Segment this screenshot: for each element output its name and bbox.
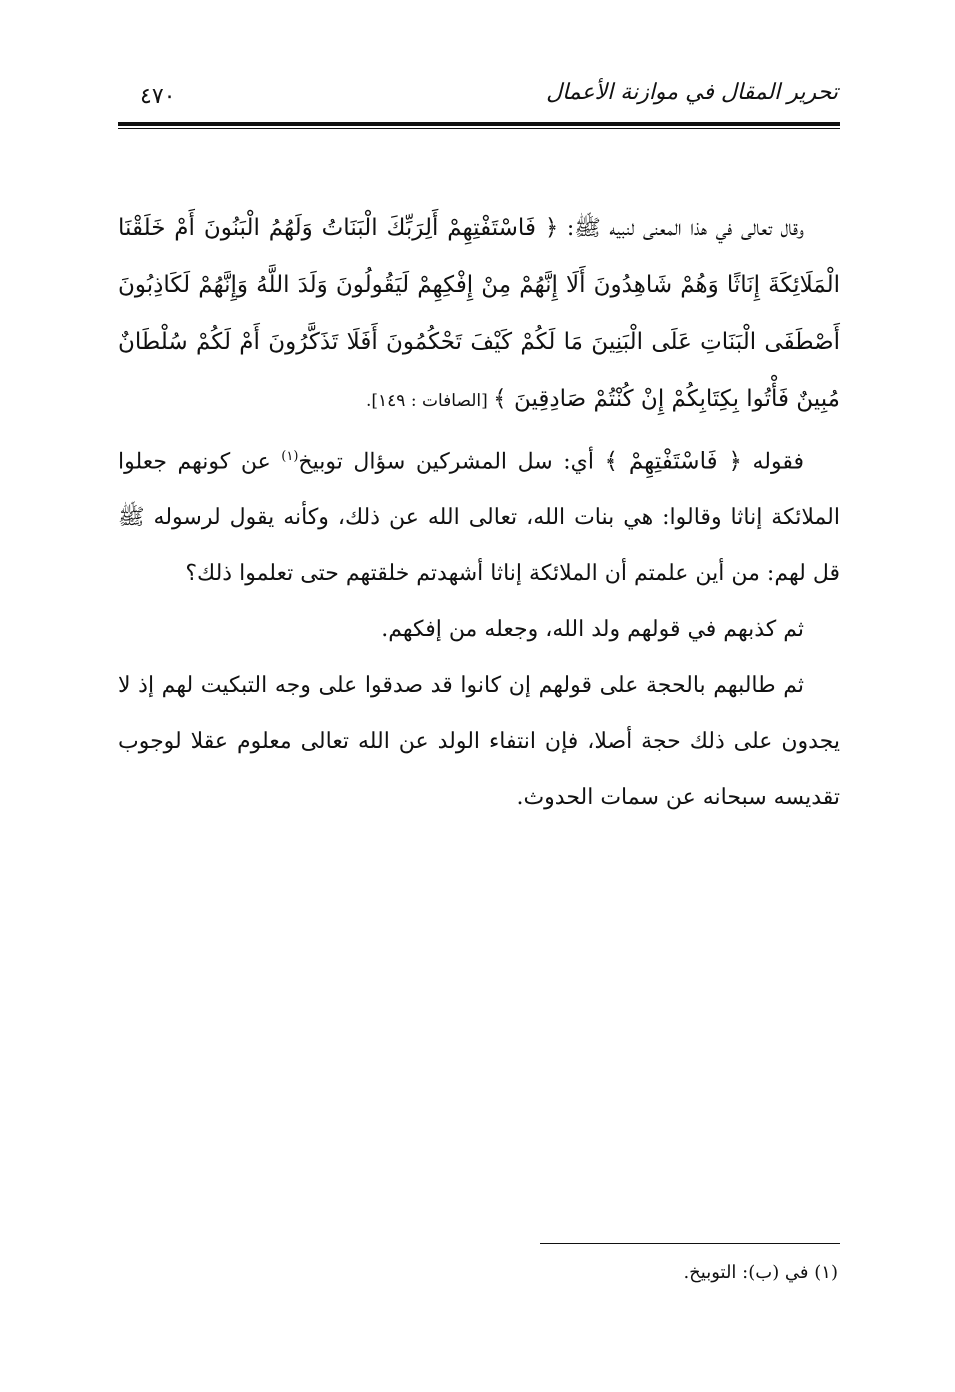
paragraph-explanation (118, 429, 840, 602)
quran-verse: ﴿ فَاسْتَفْتِهِمْ أَلِرَبِّكَ الْبَنَاتُ وَلَهُمُ الْبَنُونَ أَمْ خَلَقْنَا الْمَلَائِكَةَ إِنَاثًا وَهُمْ شَاهِدُونَ أَلَا إِنَّهُمْ مِنْ إِفْكِهِمْ لَيَقُولُونَ وَلَدَ اللَّهُ وَإِنَّهُمْ لَكَاذِبُونَ أَصْطَفَى الْبَنَاتِ عَلَى الْبَنِينَ مَا لَكُمْ كَيْفَ تَحْكُمُونَ أَفَلَا تَذَكَّرُونَ أَمْ لَكُمْ سُلْطَانٌ مُبِينٌ فَأْتُوا بِكِتَابِكُمْ إِنْ كُنْتُمْ صَادِقِينَ ﴾ (118, 215, 840, 412)
verse-reference: [الصافات : ١٤٩]. (365, 391, 494, 411)
main-text (118, 200, 840, 826)
page-header (118, 80, 838, 120)
explanation-lead: فقوله (741, 449, 805, 475)
header-rule (118, 122, 840, 126)
explanation-mid: أي: سل المشركين سؤال توبيخ (298, 449, 605, 475)
running-title: تحرير المقال في موازنة الأعمال (546, 80, 838, 105)
paragraph-3: ثم كذبهم في قولهم ولد الله، وجعله من إفكهم. (381, 617, 804, 643)
footnote-marker: (١) (281, 449, 299, 464)
paragraph-verse (118, 200, 840, 429)
header-rule-thin (118, 128, 840, 129)
footnote-separator (540, 1243, 840, 1244)
verse-intro: وقال تعالى في هذا المعنى لنبيه ﷺ: (558, 216, 804, 241)
quoted-word: ﴿ فَاسْتَفْتِهِمْ ﴾ (604, 448, 742, 475)
page-number: ٤٧٠ (140, 84, 176, 109)
explanation-rest: عن كونهم جعلوا الملائكة إناثا وقالوا: هي بنات الله، تعالى الله عن ذلك، وكأنه يقول لرسوله ﷺ قل لهم: من أين علمتم أن الملائكة إناثا أشهدتم خلقتهم حتى تعلموا ذلك؟ (118, 449, 840, 587)
paragraph-4: ثم طالبهم بالحجة على قولهم إن كانوا قد صدقوا على وجه التبكيت لهم إذ لا يجدون على ذلك حجة أصلا، فإن انتفاء الولد عن الله تعالى معلوم عقلا لوجوب تقديسه سبحانه عن سمات الحدوث. (118, 673, 840, 811)
footnote: (١) في (ب): التوبيخ. (683, 1262, 838, 1283)
